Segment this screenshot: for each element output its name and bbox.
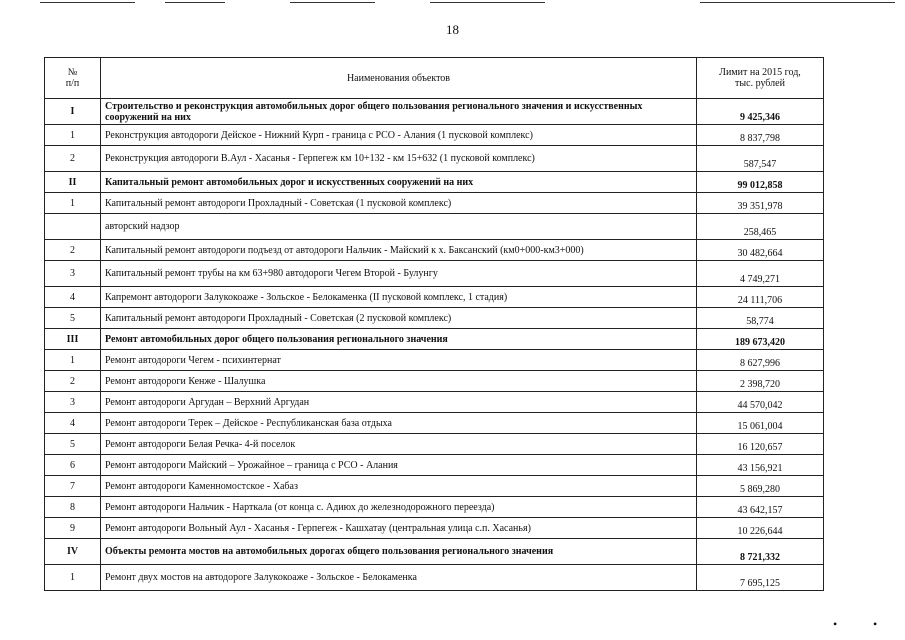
table-row [45,240,824,261]
row-value: 7 695,125 [697,565,824,591]
row-value: 10 226,644 [697,518,824,539]
row-number: 2 [45,371,101,392]
row-name: Ремонт автодороги Каменномостское - Хабаз [101,476,697,497]
row-number: 1 [45,350,101,371]
table-body [45,99,824,591]
page-number: 18 [446,22,459,37]
row-value: 58,774 [697,308,824,329]
table-row [45,214,824,240]
row-value: 8 837,798 [697,125,824,146]
row-name: Капитальный ремонт автодороги Прохладный - Советская (1 пусковой комплекс) [101,193,697,214]
corner-mark: • [833,617,838,631]
row-name: Капремонт автодороги Залукокоаже - Зольское - Белокаменка (II пусковой комплекс, 1 стадия) [101,287,697,308]
row-number: 7 [45,476,101,497]
row-number: 2 [45,240,101,261]
row-name: Реконструкция автодороги В.Аул - Хасанья - Герпегеж км 10+132 - км 15+632 (1 пусковой комплекс) [101,146,697,172]
table-row [45,392,824,413]
row-value: 9 425,346 [697,99,824,125]
section-row [45,329,824,350]
row-name: Ремонт автодороги Терек – Дейское - Республиканская база отдыха [101,413,697,434]
header-name: Наименования объектов [101,58,697,99]
table-row [45,565,824,591]
row-value: 99 012,858 [697,172,824,193]
row-number: 4 [45,413,101,434]
header-num: № п/п [45,58,101,99]
section-row [45,539,824,565]
table-row [45,287,824,308]
row-value: 587,547 [697,146,824,172]
table-row [45,146,824,172]
row-value: 24 111,706 [697,287,824,308]
row-value: 8 627,996 [697,350,824,371]
table-row [45,455,824,476]
row-number: 5 [45,434,101,455]
top-rule [165,2,225,3]
table-row [45,476,824,497]
row-number: IV [45,539,101,565]
row-name: Ремонт автодороги Вольный Аул - Хасанья - Герпегеж - Кашхатау (центральная улица с.п. Хасанья) [101,518,697,539]
row-number: III [45,329,101,350]
row-name: Ремонт двух мостов на автодороге Залукокоаже - Зольское - Белокаменка [101,565,697,591]
row-number: I [45,99,101,125]
table-row [45,497,824,518]
row-number: 2 [45,146,101,172]
row-value: 30 482,664 [697,240,824,261]
row-name: Ремонт автодороги Чегем - психинтернат [101,350,697,371]
row-number: 5 [45,308,101,329]
table-row [45,371,824,392]
row-name: Реконструкция автодороги Дейское - Нижний Курп - граница с РСО - Алания (1 пусковой комплекс) [101,125,697,146]
row-value: 4 749,271 [697,261,824,287]
row-number: 6 [45,455,101,476]
top-rule [290,2,375,3]
row-number: 3 [45,392,101,413]
row-name: Ремонт автодороги Майский – Урожайное – граница с РСО - Алания [101,455,697,476]
row-value: 5 869,280 [697,476,824,497]
table-row [45,193,824,214]
top-rule [40,2,135,3]
table-row [45,125,824,146]
table-row [45,350,824,371]
row-name: Ремонт автодороги Нальчик - Нарткала (от конца с. Адиюх до железнодорожного переезда) [101,497,697,518]
table-row [45,413,824,434]
row-value: 8 721,332 [697,539,824,565]
table-row [45,434,824,455]
row-value: 43 156,921 [697,455,824,476]
row-name: Ремонт автодороги Белая Речка- 4-й поселок [101,434,697,455]
row-value: 189 673,420 [697,329,824,350]
row-number: 1 [45,193,101,214]
row-name: Капитальный ремонт трубы на км 63+980 автодороги Чегем Второй - Булунгу [101,261,697,287]
row-number: 4 [45,287,101,308]
table-row [45,261,824,287]
row-number: 3 [45,261,101,287]
row-number: 1 [45,565,101,591]
row-value: 39 351,978 [697,193,824,214]
row-value: 44 570,042 [697,392,824,413]
row-number: II [45,172,101,193]
row-name: Ремонт автодороги Аргудан – Верхний Аргудан [101,392,697,413]
table-row [45,518,824,539]
corner-mark: • [873,617,878,631]
row-name: Ремонт автодороги Кенже - Шалушка [101,371,697,392]
row-number [45,214,101,240]
row-name: Ремонт автомобильных дорог общего пользования регионального значения [101,329,697,350]
header-limit: Лимит на 2015 год, тыс. рублей [697,58,824,99]
row-name: Строительство и реконструкция автомобильных дорог общего пользования регионального значения и искусственных сооружений на них [101,99,697,125]
row-name: авторский надзор [101,214,697,240]
row-name: Капитальный ремонт автодороги подъезд от автодороги Нальчик - Майский к х. Баксанский (км0+000-км3+000) [101,240,697,261]
row-name: Объекты ремонта мостов на автомобильных дорогах общего пользования регионального значения [101,539,697,565]
row-number: 1 [45,125,101,146]
row-value: 16 120,657 [697,434,824,455]
row-number: 9 [45,518,101,539]
row-value: 2 398,720 [697,371,824,392]
row-number: 8 [45,497,101,518]
table-header-row [45,58,824,99]
row-value: 258,465 [697,214,824,240]
section-row [45,172,824,193]
section-row [45,99,824,125]
row-name: Капитальный ремонт автодороги Прохладный - Советская (2 пусковой комплекс) [101,308,697,329]
row-value: 15 061,004 [697,413,824,434]
table-row [45,308,824,329]
budget-table [44,57,824,591]
top-rule [430,2,545,3]
row-name: Капитальный ремонт автомобильных дорог и искусственных сооружений на них [101,172,697,193]
row-value: 43 642,157 [697,497,824,518]
top-rule [700,2,895,3]
